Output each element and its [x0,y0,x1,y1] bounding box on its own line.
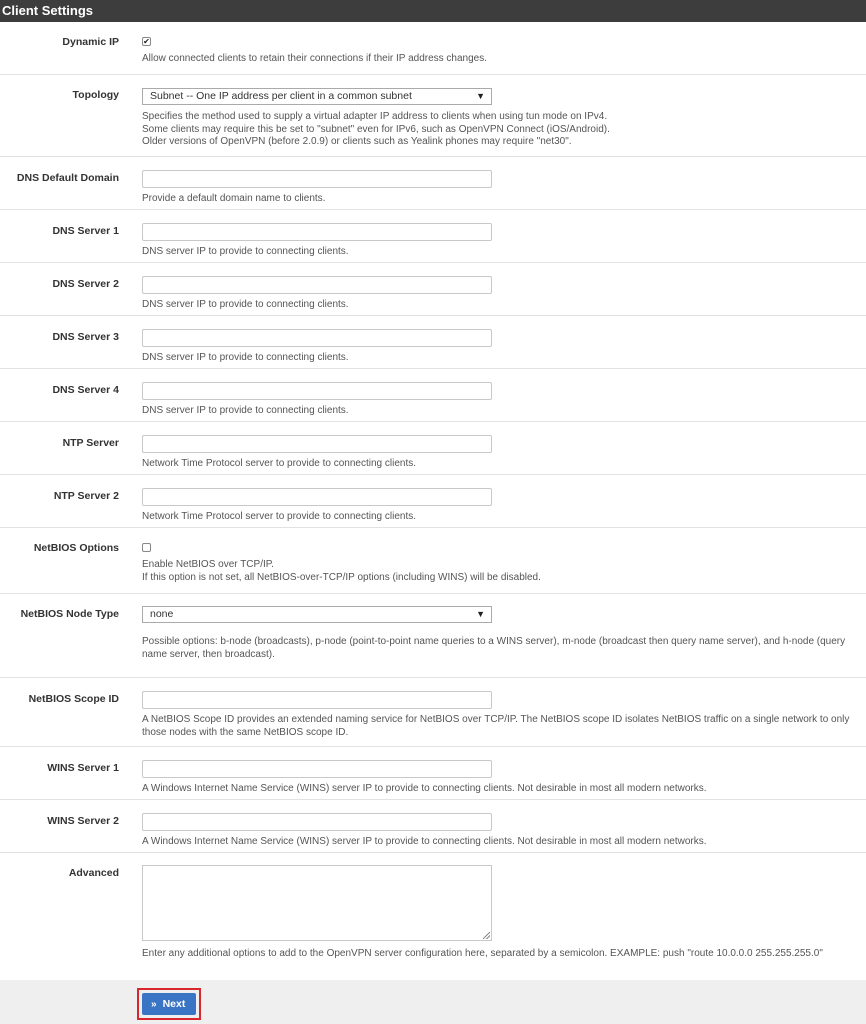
next-button-label: Next [162,998,186,1010]
netbios-scope-id-help: A NetBIOS Scope ID provides an extended naming service for NetBIOS over TCP/IP. The NetBIOS scope ID isolates NetBIOS traffic on a single network to only those nodes with the same NetBIOS scope ID. [142,714,850,738]
dns-server-2-input[interactable] [142,276,492,294]
netbios-options-checkbox[interactable] [142,543,151,552]
netbios-options-row [0,528,866,594]
netbios-node-type-select[interactable] [142,606,492,623]
dns-server-3-label: DNS Server 3 [52,331,119,343]
wins-server-2-help: A Windows Internet Name Service (WINS) server IP to provide to connecting clients. Not desirable in most all modern networks. [142,836,707,847]
dns-server-3-row [0,316,866,369]
dns-server-3-help: DNS server IP to provide to connecting clients. [142,352,349,363]
dns-server-4-label: DNS Server 4 [52,384,119,396]
topology-label: Topology [72,89,119,101]
dns-default-domain-row [0,157,866,210]
wins-server-1-input[interactable] [142,760,492,778]
double-chevron-right-icon: » [151,999,157,1010]
dynamic-ip-checkbox[interactable] [142,37,151,46]
dropdown-arrow-icon: ▼ [476,91,485,101]
advanced-help: Enter any additional options to add to the OpenVPN server configuration here, separated by a semicolon. EXAMPLE: push "route 10.0.0.0 255.255.255.0" [142,948,823,959]
topology-help [142,111,862,149]
dns-server-2-label: DNS Server 2 [52,278,119,290]
advanced-textarea[interactable] [142,865,492,941]
netbios-options-help [142,559,862,584]
netbios-node-type-help: Possible options: b-node (broadcasts), p-node (point-to-point name queries to a WINS server), m-node (broadcast then query name server), and h-node (query name server, then broadcast). [142,636,846,660]
netbios-node-type-row [0,594,866,678]
netbios-options-help-line: If this option is not set, all NetBIOS-over-TCP/IP options (including WINS) will be disabled. [142,571,541,583]
form-footer [0,980,866,1020]
ntp-server-2-help: Network Time Protocol server to provide to connecting clients. [142,511,417,522]
netbios-node-type-label: NetBIOS Node Type [20,608,119,620]
dropdown-arrow-icon: ▼ [476,609,485,619]
netbios-options-help-line: Enable NetBIOS over TCP/IP. [142,559,274,570]
netbios-scope-id-input[interactable] [142,691,492,709]
dynamic-ip-row [0,22,866,75]
dns-default-domain-input[interactable] [142,170,492,188]
ntp-server-input[interactable] [142,435,492,453]
ntp-server-row [0,422,866,475]
netbios-options-label: NetBIOS Options [33,542,119,554]
dns-server-1-help: DNS server IP to provide to connecting clients. [142,246,349,257]
topology-help-line: Older versions of OpenVPN (before 2.0.9) or clients such as Yealink phones may require "net30". [142,136,572,147]
dns-server-4-help: DNS server IP to provide to connecting clients. [142,405,349,416]
wins-server-2-input[interactable] [142,813,492,831]
dns-server-3-input[interactable] [142,329,492,347]
topology-select[interactable] [142,88,492,105]
wins-server-1-help: A Windows Internet Name Service (WINS) server IP to provide to connecting clients. Not desirable in most all modern networks. [142,783,707,794]
dns-server-1-label: DNS Server 1 [52,225,119,237]
topology-help-line: Some clients may require this be set to "subnet" even for IPv6, such as OpenVPN Connect (iOS/Android). [142,123,610,135]
dns-server-2-help: DNS server IP to provide to connecting clients. [142,299,349,310]
dns-server-1-input[interactable] [142,223,492,241]
dns-default-domain-help: Provide a default domain name to clients. [142,193,326,204]
dns-server-2-row [0,263,866,316]
dns-server-1-row [0,210,866,263]
ntp-server-2-input[interactable] [142,488,492,506]
netbios-node-type-selected-value: none [150,608,174,620]
checkmark-icon: ✔ [143,37,150,46]
dns-server-4-input[interactable] [142,382,492,400]
dynamic-ip-label: Dynamic IP [62,36,119,48]
ntp-server-2-row [0,475,866,528]
dns-default-domain-label: DNS Default Domain [16,172,119,184]
panel-title: Client Settings [0,0,866,22]
next-button[interactable] [142,993,196,1015]
topology-help-line: Specifies the method used to supply a virtual adapter IP address to clients when using tun mode on IPv4. [142,111,608,122]
topology-selected-value: Subnet -- One IP address per client in a common subnet [150,90,412,102]
wins-server-1-row [0,747,866,800]
ntp-server-help: Network Time Protocol server to provide to connecting clients. [142,458,417,469]
wins-server-2-label: WINS Server 2 [47,815,119,827]
netbios-scope-id-label: NetBIOS Scope ID [28,693,119,705]
dynamic-ip-help: Allow connected clients to retain their connections if their IP address changes. [142,53,488,64]
resize-handle-icon[interactable] [483,932,490,939]
netbios-scope-id-row [0,678,866,747]
advanced-row [0,853,866,980]
advanced-label: Advanced [68,867,119,879]
topology-row [0,75,866,157]
ntp-server-label: NTP Server [62,437,119,449]
dns-server-4-row [0,369,866,422]
ntp-server-2-label: NTP Server 2 [53,490,119,502]
wins-server-2-row [0,800,866,853]
wins-server-1-label: WINS Server 1 [47,762,119,774]
next-button-highlight [137,988,201,1020]
